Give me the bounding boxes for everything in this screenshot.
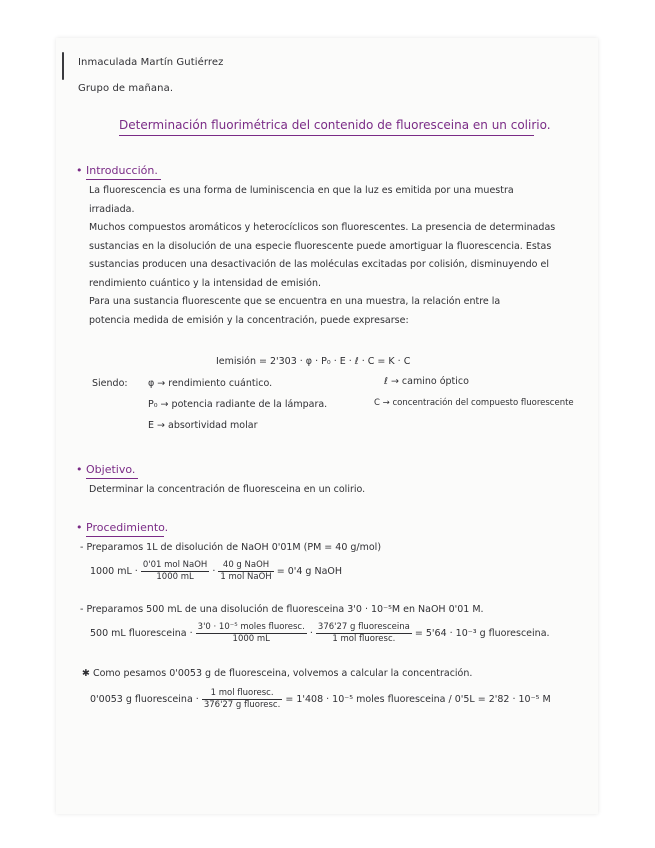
definition-path: ℓ → camino óptico [384,376,469,387]
intro-line: rendimiento cuántico y la intensidad de emisión. [89,277,321,289]
siendo-label: Siendo: [92,378,128,389]
intro-line: sustancias en la disolución de una especie fluorescente puede amortiguar la fluorescencia. Estas [89,240,552,252]
section-heading-procedimiento [76,521,168,534]
objetivo-text: Determinar la concentración de fluoresceina en un colirio. [89,484,366,495]
numerator: 3'0 · 10⁻⁵ moles fluoresc. [197,622,305,632]
intro-paragraph [89,182,567,330]
fraction [196,622,307,645]
intro-line: La fluorescencia es una forma de luminiscencia en que la luz es emitida por una muestra [89,185,514,196]
definition-p0: P₀ → potencia radiante de la lámpara. [148,399,328,410]
denominator: 1000 mL [156,572,194,582]
definition-e: E → absortividad molar [148,420,258,431]
intro-line: irradiada. [89,203,135,215]
section-heading-introduccion [76,164,158,177]
recalc-note: ✱ Como pesamos 0'0053 g de fluoresceina, volvemos a calcular la concentración. [82,668,473,679]
calc-result: = 5'64 · 10⁻³ g fluoresceina. [414,628,550,639]
heading-text: Procedimiento. [86,521,169,534]
heading-underline [86,536,164,537]
emission-formula: Iemisión = 2'303 · φ · P₀ · E · ℓ · C = K · C [216,356,411,367]
author-name: Inmaculada Martín Gutiérrez [78,57,224,68]
heading-text: Introducción. [86,164,158,177]
intro-line: potencia medida de emisión y la concentración, puede expresarse: [89,314,409,326]
group-name: Grupo de mañana. [78,83,174,94]
heading-underline [86,179,161,180]
fraction [202,688,282,711]
calc-lead: 500 mL fluoresceina · [90,628,193,639]
calc-naoh [90,560,342,583]
bullet-icon: • [76,463,83,476]
denominator: 1000 mL [232,634,270,644]
definition-phi: φ → rendimiento cuántico. [148,378,273,389]
title-underline [119,135,534,136]
fraction [316,622,412,645]
fraction [141,560,209,583]
notebook-page [56,38,598,814]
bullet-icon: • [76,521,83,534]
numerator: 376'27 g fluoresceina [317,622,410,632]
intro-line: Muchos compuestos aromáticos y heterocíclicos son fluorescentes. La presencia de determinadas [89,222,556,233]
heading-underline [86,478,138,479]
calc-fluoresceina [90,622,550,645]
heading-text: Objetivo. [86,463,136,476]
intro-line: Para una sustancia fluorescente que se encuentra en una muestra, la relación entre la [89,296,501,307]
denominator: 1 mol NaOH [220,572,272,582]
calc-result: = 0'4 g NaOH [276,566,343,577]
margin-mark [62,52,64,80]
calc-result: = 1'408 · 10⁻⁵ moles fluoresceina / 0'5L = 2'82 · 10⁻⁵ M [285,694,551,705]
intro-line: sustancias producen una desactivación de las moléculas excitadas por colisión, disminuyendo el [89,259,549,270]
multiply-dot: · [212,566,216,577]
calc-lead: 1000 mL · [90,566,138,577]
section-heading-objetivo [76,463,135,476]
numerator: 0'01 mol NaOH [142,560,208,570]
calc-lead: 0'0053 g fluoresceina · [90,694,199,705]
denominator: 376'27 g fluoresc. [203,700,281,710]
multiply-dot: · [309,628,313,639]
calc-concentration [90,688,551,711]
page-title: Determinación fluorimétrica del contenido de fluoresceina en un colirio. [119,118,551,132]
numerator: 1 mol fluoresc. [202,688,282,700]
step-fluoresceina: - Preparamos 500 mL de una disolución de fluoresceina 3'0 · 10⁻⁵M en NaOH 0'01 M. [80,604,484,615]
denominator: 1 mol fluoresc. [332,634,396,644]
numerator: 40 g NaOH [218,560,273,572]
bullet-icon: • [76,164,83,177]
definition-c: C → concentración del compuesto fluorescente [374,398,574,408]
step-naoh: - Preparamos 1L de disolución de NaOH 0'01M (PM = 40 g/mol) [80,542,382,553]
fraction [218,560,273,583]
